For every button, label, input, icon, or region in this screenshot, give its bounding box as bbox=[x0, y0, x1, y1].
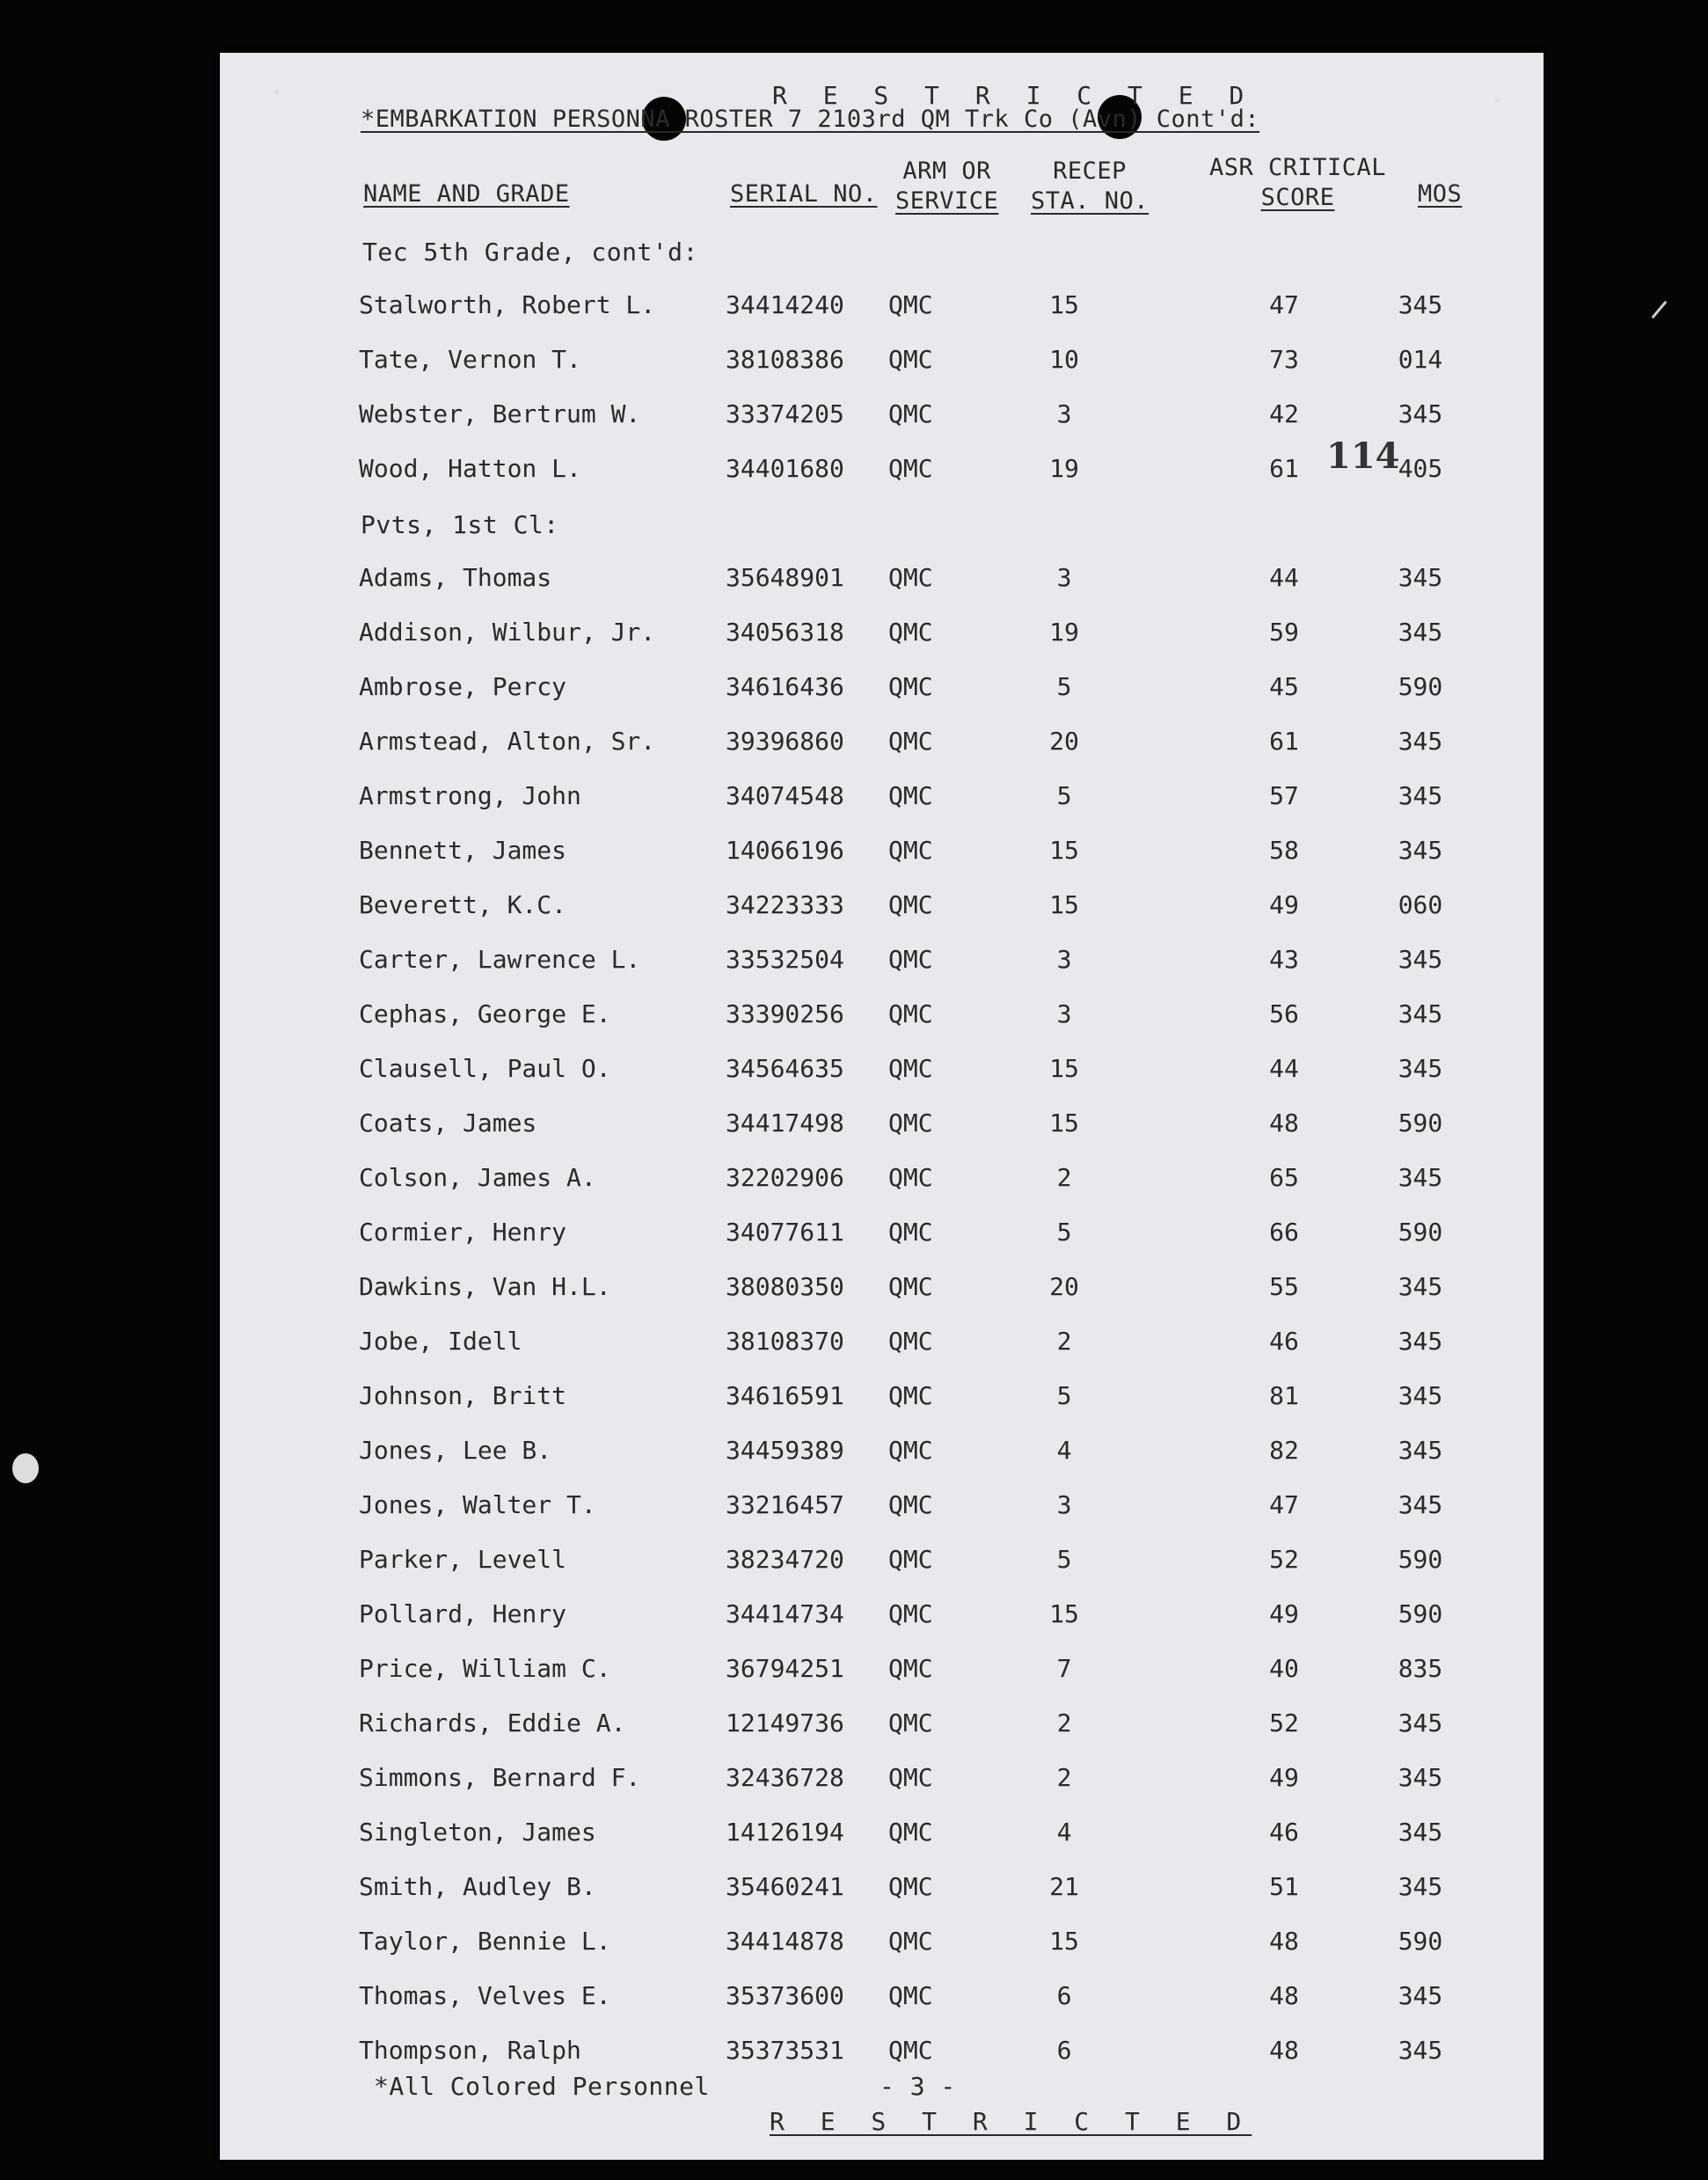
cell-arm: QMC bbox=[888, 781, 933, 810]
cell-name: Parker, Levell bbox=[359, 1545, 567, 1574]
cell-score: 82 bbox=[1269, 1436, 1299, 1465]
cell-serial: 34564635 bbox=[726, 1054, 844, 1083]
cell-serial: 38080350 bbox=[726, 1272, 844, 1301]
cell-serial: 34401680 bbox=[726, 454, 844, 483]
cell-sta: 20 bbox=[1049, 1272, 1079, 1301]
table-row bbox=[220, 1927, 1544, 1962]
cell-sta: 4 bbox=[1056, 1818, 1072, 1847]
cell-serial: 35648901 bbox=[726, 563, 844, 592]
cell-sta: 19 bbox=[1049, 618, 1079, 647]
cell-arm: QMC bbox=[888, 1381, 933, 1410]
page-number: - 3 - bbox=[880, 2072, 956, 2101]
cell-score: 55 bbox=[1269, 1272, 1299, 1301]
cell-name: Taylor, Bennie L. bbox=[359, 1927, 611, 1956]
table-row bbox=[220, 1708, 1544, 1744]
cell-serial: 38108386 bbox=[726, 345, 844, 374]
cell-mos: 345 bbox=[1398, 1436, 1443, 1465]
table-row bbox=[220, 1163, 1544, 1198]
cell-name: Thompson, Ralph bbox=[359, 2036, 581, 2065]
cell-arm: QMC bbox=[888, 1818, 933, 1847]
table-row bbox=[220, 290, 1544, 326]
cell-name: Beverett, K.C. bbox=[359, 890, 567, 919]
cell-mos: 345 bbox=[1398, 1763, 1443, 1792]
table-row bbox=[220, 1218, 1544, 1253]
restricted-header: R E S T R I C T E D bbox=[772, 81, 1255, 110]
table-row bbox=[220, 399, 1544, 435]
cell-score: 51 bbox=[1269, 1872, 1299, 1901]
cell-sta: 4 bbox=[1056, 1436, 1072, 1465]
cell-arm: QMC bbox=[888, 563, 933, 592]
cell-arm: QMC bbox=[888, 1218, 933, 1247]
section-pvt1: Pvts, 1st Cl: bbox=[361, 510, 559, 539]
cell-serial: 38108370 bbox=[726, 1327, 844, 1356]
cell-score: 47 bbox=[1269, 1490, 1299, 1519]
col-header-arm-line2: SERVICE bbox=[895, 187, 999, 215]
table-row bbox=[220, 454, 1544, 489]
cell-sta: 15 bbox=[1049, 1599, 1079, 1628]
cell-name: Carter, Lawrence L. bbox=[359, 945, 641, 974]
cell-name: Stalworth, Robert L. bbox=[359, 290, 656, 319]
cell-score: 65 bbox=[1269, 1163, 1299, 1192]
cell-mos: 345 bbox=[1398, 1163, 1443, 1192]
table-row bbox=[220, 1654, 1544, 1689]
table-row bbox=[220, 345, 1544, 380]
cell-arm: QMC bbox=[888, 1163, 933, 1192]
cell-mos: 345 bbox=[1398, 1054, 1443, 1083]
cell-arm: QMC bbox=[888, 1599, 933, 1628]
cell-score: 44 bbox=[1269, 563, 1299, 592]
cell-score: 61 bbox=[1269, 727, 1299, 756]
cell-name: Smith, Audley B. bbox=[359, 1872, 596, 1901]
table-row bbox=[220, 2036, 1544, 2071]
cell-mos: 345 bbox=[1398, 945, 1443, 974]
cell-sta: 5 bbox=[1056, 1545, 1072, 1574]
cell-serial: 34616591 bbox=[726, 1381, 844, 1410]
cell-mos: 590 bbox=[1398, 1599, 1443, 1628]
cell-arm: QMC bbox=[888, 1545, 933, 1574]
cell-name: Clausell, Paul O. bbox=[359, 1054, 611, 1083]
cell-mos: 345 bbox=[1398, 1272, 1443, 1301]
cell-score: 49 bbox=[1269, 890, 1299, 919]
col-header-serial: SERIAL NO. bbox=[730, 180, 878, 208]
table-row bbox=[220, 1381, 1544, 1416]
table-row bbox=[220, 672, 1544, 707]
cell-sta: 2 bbox=[1056, 1163, 1072, 1192]
cell-sta: 3 bbox=[1056, 563, 1072, 592]
scan-speck bbox=[1495, 99, 1500, 103]
cell-name: Wood, Hatton L. bbox=[359, 454, 581, 483]
cell-sta: 2 bbox=[1056, 1327, 1072, 1356]
table-row bbox=[220, 563, 1544, 598]
table-row bbox=[220, 781, 1544, 816]
cell-serial: 34223333 bbox=[726, 890, 844, 919]
table-row bbox=[220, 836, 1544, 871]
cell-serial: 33216457 bbox=[726, 1490, 844, 1519]
cell-arm: QMC bbox=[888, 1763, 933, 1792]
cell-name: Jones, Walter T. bbox=[359, 1490, 596, 1519]
cell-name: Pollard, Henry bbox=[359, 1599, 567, 1628]
table-row bbox=[220, 1272, 1544, 1307]
cell-score: 47 bbox=[1269, 290, 1299, 319]
cell-serial: 34459389 bbox=[726, 1436, 844, 1465]
cell-score: 43 bbox=[1269, 945, 1299, 974]
cell-serial: 38234720 bbox=[726, 1545, 844, 1574]
cell-score: 52 bbox=[1269, 1545, 1299, 1574]
cell-serial: 35460241 bbox=[726, 1872, 844, 1901]
cell-score: 58 bbox=[1269, 836, 1299, 865]
cell-mos: 590 bbox=[1398, 1545, 1443, 1574]
cell-sta: 15 bbox=[1049, 1108, 1079, 1138]
cell-arm: QMC bbox=[888, 1436, 933, 1465]
cell-score: 48 bbox=[1269, 1927, 1299, 1956]
table-row bbox=[220, 1763, 1544, 1798]
cell-sta: 3 bbox=[1056, 945, 1072, 974]
cell-score: 49 bbox=[1269, 1599, 1299, 1628]
scan-mark bbox=[1652, 301, 1668, 318]
table-row bbox=[220, 727, 1544, 762]
table-row bbox=[220, 1436, 1544, 1471]
cell-mos: 345 bbox=[1398, 727, 1443, 756]
table-row bbox=[220, 1545, 1544, 1580]
cell-sta: 21 bbox=[1049, 1872, 1079, 1901]
col-header-mos: MOS bbox=[1418, 180, 1463, 208]
cell-score: 45 bbox=[1269, 672, 1299, 701]
cell-serial: 34414734 bbox=[726, 1599, 844, 1628]
cell-sta: 15 bbox=[1049, 1927, 1079, 1956]
col-header-arm bbox=[895, 157, 998, 216]
cell-sta: 3 bbox=[1056, 399, 1072, 428]
cell-mos: 590 bbox=[1398, 1108, 1443, 1138]
cell-name: Thomas, Velves E. bbox=[359, 1981, 611, 2010]
cell-sta: 2 bbox=[1056, 1763, 1072, 1792]
cell-serial: 14066196 bbox=[726, 836, 844, 865]
cell-score: 61 bbox=[1269, 454, 1299, 483]
cell-name: Webster, Bertrum W. bbox=[359, 399, 641, 428]
cell-mos: 345 bbox=[1398, 836, 1443, 865]
table-row bbox=[220, 618, 1544, 653]
cell-name: Price, William C. bbox=[359, 1654, 611, 1683]
cell-score: 42 bbox=[1269, 399, 1299, 428]
cell-arm: QMC bbox=[888, 836, 933, 865]
cell-score: 48 bbox=[1269, 2036, 1299, 2065]
cell-serial: 12149736 bbox=[726, 1708, 844, 1737]
cell-mos: 345 bbox=[1398, 1872, 1443, 1901]
cell-arm: QMC bbox=[888, 999, 933, 1028]
cell-name: Adams, Thomas bbox=[359, 563, 552, 592]
table-row bbox=[220, 1490, 1544, 1525]
table-row bbox=[220, 1599, 1544, 1635]
cell-arm: QMC bbox=[888, 399, 933, 428]
cell-serial: 34077611 bbox=[726, 1218, 844, 1247]
footer-note: *All Colored Personnel bbox=[374, 2072, 710, 2101]
cell-arm: QMC bbox=[888, 890, 933, 919]
col-header-score bbox=[1209, 153, 1386, 213]
cell-name: Cephas, George E. bbox=[359, 999, 611, 1028]
cell-serial: 36794251 bbox=[726, 1654, 844, 1683]
cell-mos: 345 bbox=[1398, 1327, 1443, 1356]
cell-arm: QMC bbox=[888, 1327, 933, 1356]
cell-sta: 15 bbox=[1049, 836, 1079, 865]
cell-score: 46 bbox=[1269, 1327, 1299, 1356]
cell-score: 48 bbox=[1269, 1981, 1299, 2010]
cell-mos: 345 bbox=[1398, 563, 1443, 592]
table-row bbox=[220, 1108, 1544, 1144]
cell-serial: 33374205 bbox=[726, 399, 844, 428]
table-row bbox=[220, 1818, 1544, 1853]
cell-name: Jones, Lee B. bbox=[359, 1436, 552, 1465]
cell-arm: QMC bbox=[888, 290, 933, 319]
cell-serial: 33390256 bbox=[726, 999, 844, 1028]
cell-name: Johnson, Britt bbox=[359, 1381, 567, 1410]
cell-arm: QMC bbox=[888, 1272, 933, 1301]
cell-score: 57 bbox=[1269, 781, 1299, 810]
cell-mos: 835 bbox=[1398, 1654, 1443, 1683]
cell-sta: 10 bbox=[1049, 345, 1079, 374]
col-header-sta-line1: RECEP bbox=[1053, 157, 1127, 185]
cell-sta: 6 bbox=[1056, 2036, 1072, 2065]
cell-serial: 39396860 bbox=[726, 727, 844, 756]
cell-arm: QMC bbox=[888, 672, 933, 701]
col-header-name: NAME AND GRADE bbox=[363, 180, 570, 208]
cell-serial: 33532504 bbox=[726, 945, 844, 974]
cell-sta: 19 bbox=[1049, 454, 1079, 483]
cell-arm: QMC bbox=[888, 454, 933, 483]
cell-mos: 345 bbox=[1398, 1981, 1443, 2010]
cell-sta: 5 bbox=[1056, 1218, 1072, 1247]
cell-mos: 014 bbox=[1398, 345, 1443, 374]
cell-name: Ambrose, Percy bbox=[359, 672, 567, 701]
cell-serial: 34056318 bbox=[726, 618, 844, 647]
cell-mos: 345 bbox=[1398, 290, 1443, 319]
cell-score: 48 bbox=[1269, 1108, 1299, 1138]
cell-name: Armstrong, John bbox=[359, 781, 581, 810]
cell-mos: 345 bbox=[1398, 999, 1443, 1028]
cell-arm: QMC bbox=[888, 618, 933, 647]
cell-serial: 34414878 bbox=[726, 1927, 844, 1956]
cell-serial: 14126194 bbox=[726, 1818, 844, 1847]
cell-sta: 3 bbox=[1056, 1490, 1072, 1519]
cell-mos: 590 bbox=[1398, 672, 1443, 701]
cell-mos: 590 bbox=[1398, 1218, 1443, 1247]
cell-arm: QMC bbox=[888, 1654, 933, 1683]
cell-score: 59 bbox=[1269, 618, 1299, 647]
cell-sta: 6 bbox=[1056, 1981, 1072, 2010]
cell-sta: 20 bbox=[1049, 727, 1079, 756]
cell-sta: 15 bbox=[1049, 1054, 1079, 1083]
cell-sta: 5 bbox=[1056, 1381, 1072, 1410]
cell-name: Colson, James A. bbox=[359, 1163, 596, 1192]
document-page bbox=[220, 53, 1544, 2160]
cell-arm: QMC bbox=[888, 1054, 933, 1083]
cell-arm: QMC bbox=[888, 1708, 933, 1737]
table-row bbox=[220, 999, 1544, 1035]
cell-name: Addison, Wilbur, Jr. bbox=[359, 618, 656, 647]
cell-score: 73 bbox=[1269, 345, 1299, 374]
col-header-arm-line1: ARM OR bbox=[902, 157, 991, 185]
cell-score: 44 bbox=[1269, 1054, 1299, 1083]
cell-arm: QMC bbox=[888, 1927, 933, 1956]
cell-name: Simmons, Bernard F. bbox=[359, 1763, 641, 1792]
cell-score: 81 bbox=[1269, 1381, 1299, 1410]
cell-mos: 405 bbox=[1398, 454, 1443, 483]
cell-sta: 7 bbox=[1056, 1654, 1072, 1683]
cell-sta: 15 bbox=[1049, 890, 1079, 919]
cell-name: Cormier, Henry bbox=[359, 1218, 567, 1247]
cell-score: 46 bbox=[1269, 1818, 1299, 1847]
cell-mos: 060 bbox=[1398, 890, 1443, 919]
cell-arm: QMC bbox=[888, 727, 933, 756]
col-header-score-line2: SCORE bbox=[1260, 184, 1335, 211]
cell-mos: 345 bbox=[1398, 1490, 1443, 1519]
scan-speck bbox=[12, 1453, 39, 1483]
cell-name: Coats, James bbox=[359, 1108, 537, 1138]
table-row bbox=[220, 1872, 1544, 1907]
cell-serial: 32202906 bbox=[726, 1163, 844, 1192]
cell-arm: QMC bbox=[888, 1872, 933, 1901]
cell-sta: 3 bbox=[1056, 999, 1072, 1028]
cell-sta: 5 bbox=[1056, 672, 1072, 701]
scan-speck bbox=[274, 90, 279, 94]
table-row bbox=[220, 945, 1544, 980]
cell-mos: 590 bbox=[1398, 1927, 1443, 1956]
table-row bbox=[220, 1981, 1544, 2016]
cell-name: Jobe, Idell bbox=[359, 1327, 522, 1356]
cell-serial: 34616436 bbox=[726, 672, 844, 701]
cell-mos: 345 bbox=[1398, 618, 1443, 647]
cell-arm: QMC bbox=[888, 1108, 933, 1138]
cell-sta: 2 bbox=[1056, 1708, 1072, 1737]
cell-arm: QMC bbox=[888, 2036, 933, 2065]
col-header-score-line1: ASR CRITICAL bbox=[1209, 154, 1387, 181]
cell-serial: 34414240 bbox=[726, 290, 844, 319]
cell-name: Dawkins, Van H.L. bbox=[359, 1272, 611, 1301]
cell-name: Richards, Eddie A. bbox=[359, 1708, 626, 1737]
cell-mos: 345 bbox=[1398, 1708, 1443, 1737]
section-tec5: Tec 5th Grade, cont'd: bbox=[362, 238, 698, 267]
cell-serial: 35373600 bbox=[726, 1981, 844, 2010]
cell-arm: QMC bbox=[888, 1981, 933, 2010]
cell-score: 66 bbox=[1269, 1218, 1299, 1247]
cell-mos: 345 bbox=[1398, 1818, 1443, 1847]
cell-score: 49 bbox=[1269, 1763, 1299, 1792]
cell-mos: 345 bbox=[1398, 781, 1443, 810]
cell-mos: 345 bbox=[1398, 1381, 1443, 1410]
cell-sta: 5 bbox=[1056, 781, 1072, 810]
table-row bbox=[220, 890, 1544, 925]
cell-score: 56 bbox=[1269, 999, 1299, 1028]
cell-arm: QMC bbox=[888, 345, 933, 374]
cell-name: Tate, Vernon T. bbox=[359, 345, 581, 374]
restricted-footer: R E S T R I C T E D bbox=[770, 2107, 1252, 2136]
cell-arm: QMC bbox=[888, 945, 933, 974]
cell-sta: 15 bbox=[1049, 290, 1079, 319]
cell-name: Armstead, Alton, Sr. bbox=[359, 727, 656, 756]
cell-serial: 32436728 bbox=[726, 1763, 844, 1792]
col-header-sta-line2: STA. NO. bbox=[1031, 187, 1150, 215]
cell-mos: 345 bbox=[1398, 2036, 1443, 2065]
handwritten-annotation: 114 bbox=[1326, 435, 1400, 477]
table-row bbox=[220, 1327, 1544, 1362]
cell-serial: 34417498 bbox=[726, 1108, 844, 1138]
col-header-sta bbox=[1031, 157, 1149, 216]
roster-title: *EMBARKATION PERSONNA ROSTER 7 2103rd QM Trk Co (Avn) Cont'd: bbox=[361, 106, 1260, 133]
table-row bbox=[220, 1054, 1544, 1089]
cell-arm: QMC bbox=[888, 1490, 933, 1519]
cell-serial: 35373531 bbox=[726, 2036, 844, 2065]
cell-name: Singleton, James bbox=[359, 1818, 596, 1847]
cell-score: 52 bbox=[1269, 1708, 1299, 1737]
cell-serial: 34074548 bbox=[726, 781, 844, 810]
cell-score: 40 bbox=[1269, 1654, 1299, 1683]
cell-mos: 345 bbox=[1398, 399, 1443, 428]
cell-name: Bennett, James bbox=[359, 836, 567, 865]
